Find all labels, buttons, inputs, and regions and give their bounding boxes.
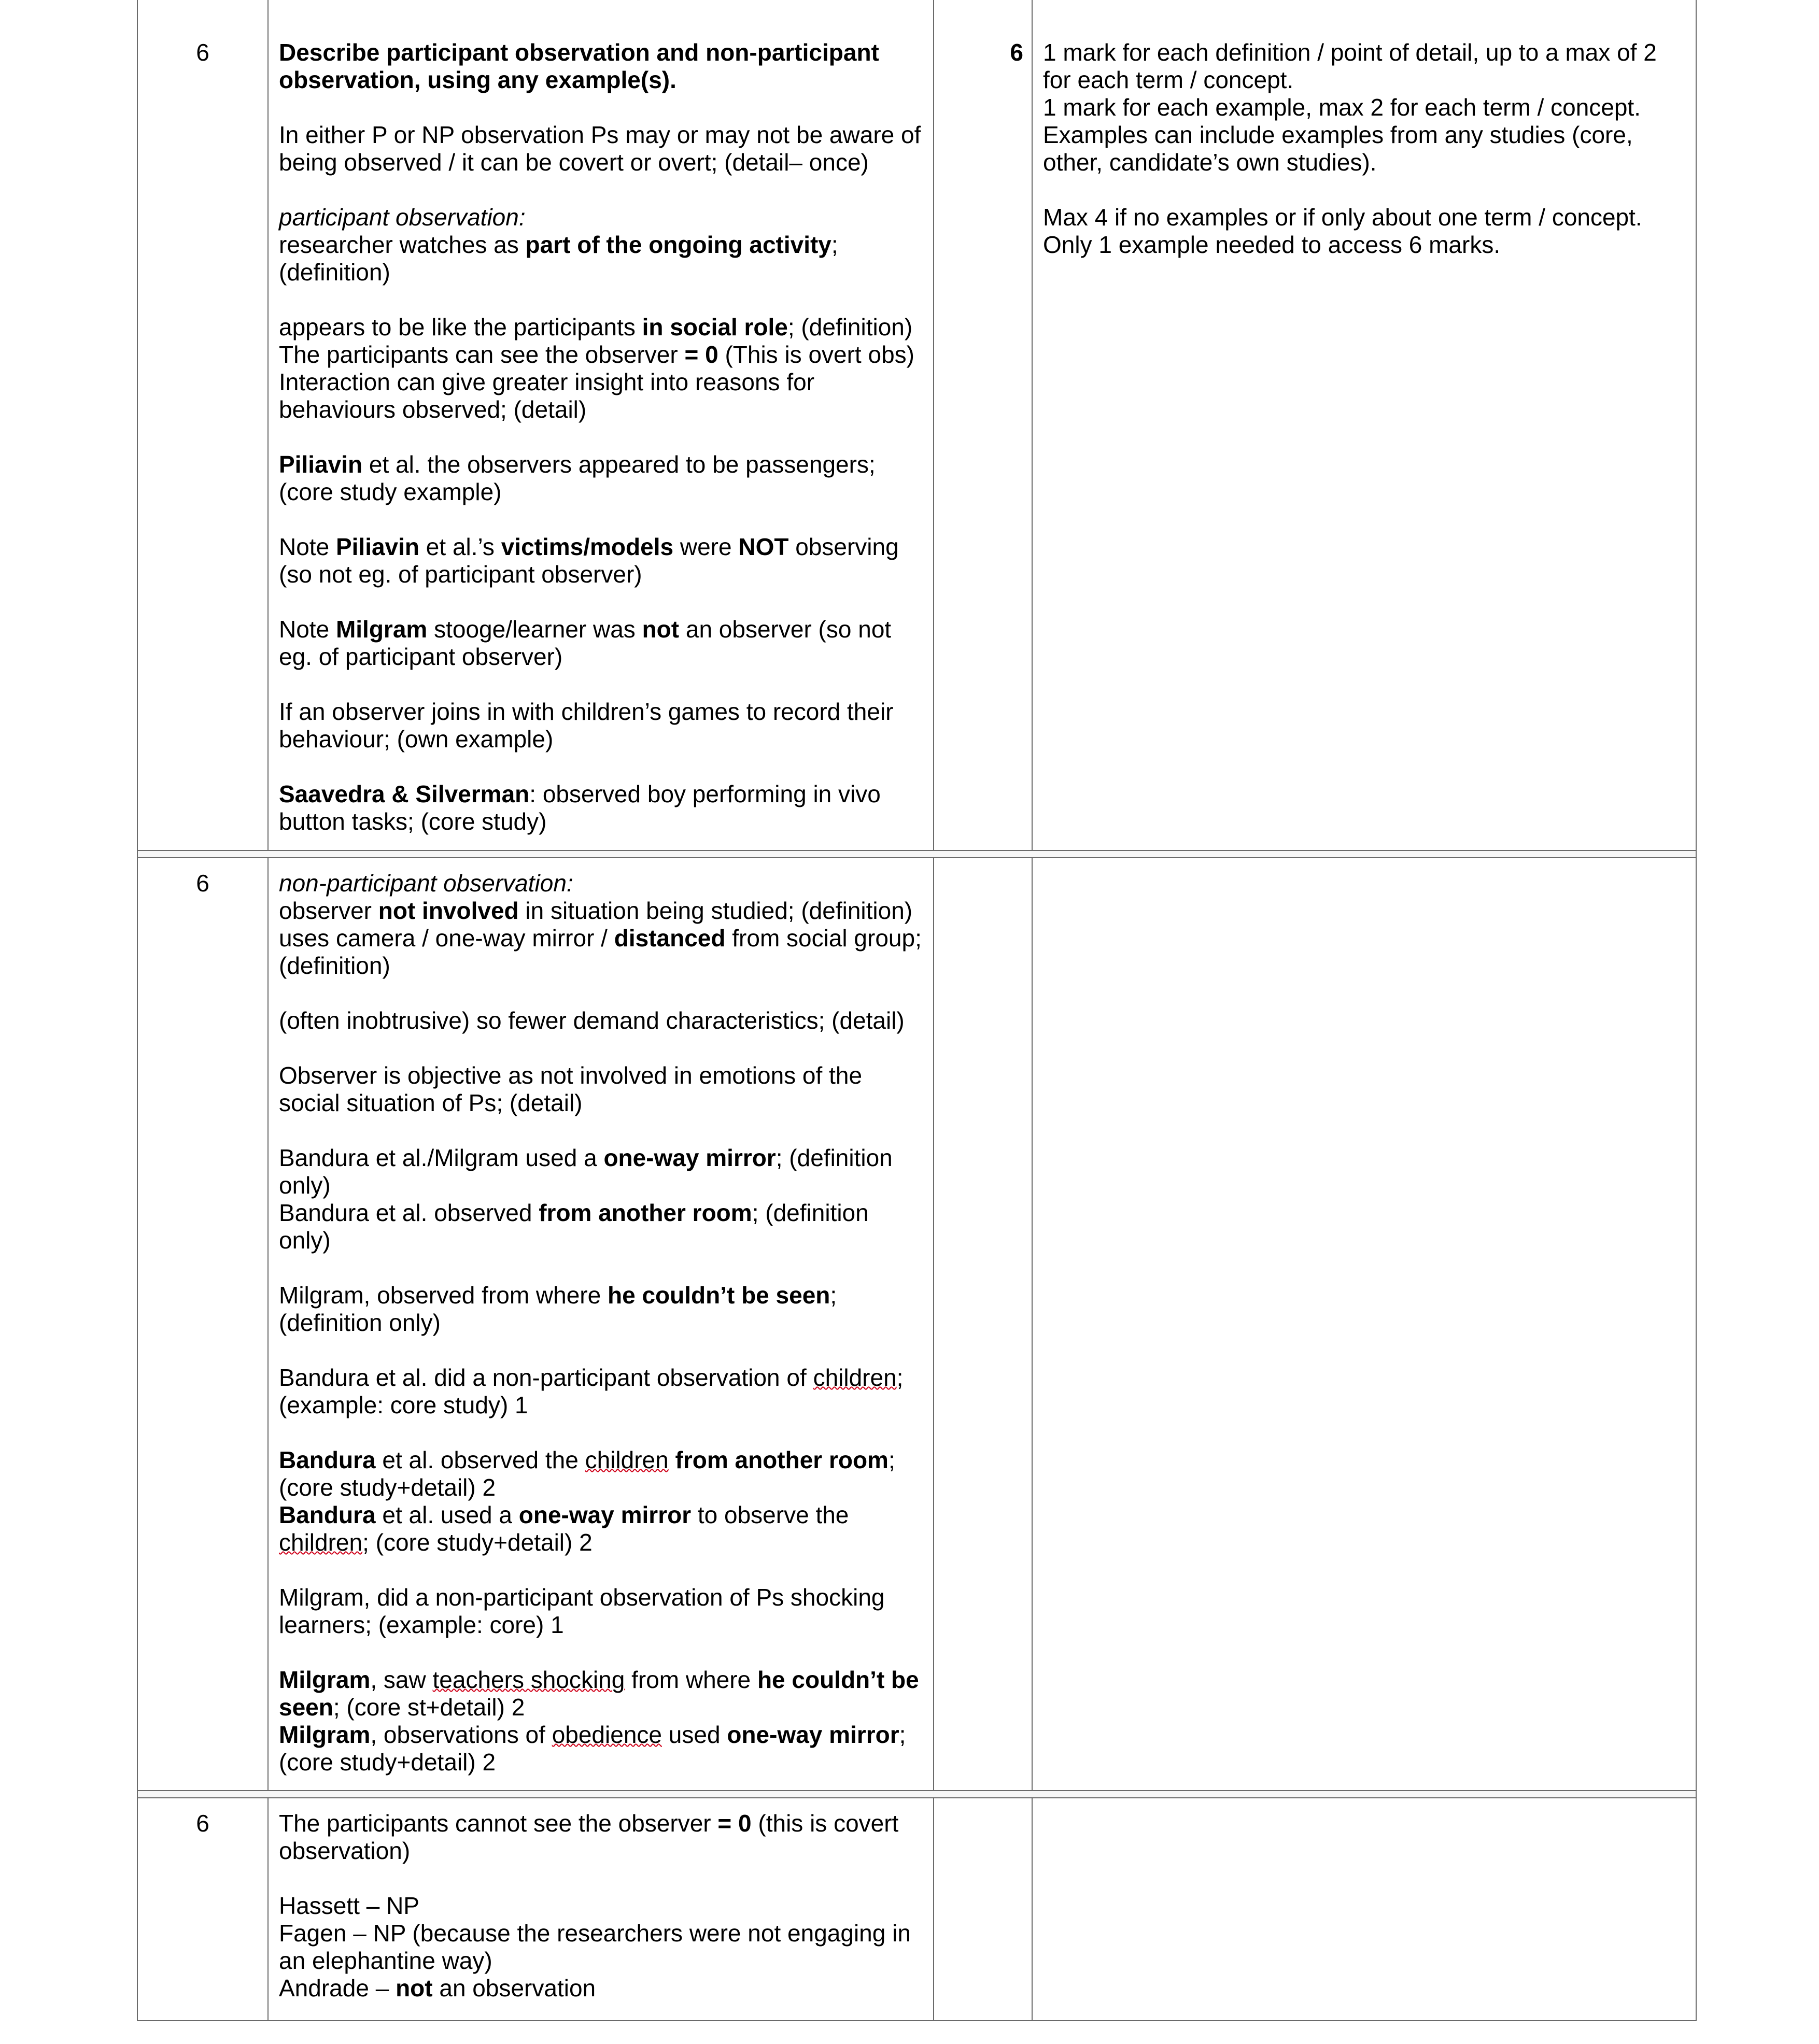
answer-line: Milgram, observations of obedience used one-way mirror; (core study+detail) 2	[279, 1721, 906, 1776]
marks-value: 6	[1010, 39, 1023, 66]
answer-line: If an observer joins in with children’s games to record their behaviour; (own example)	[279, 698, 894, 753]
guidance-line: 1 mark for each definition / point of detail, up to a max of 2 for each term / concept.	[1043, 39, 1657, 93]
participant-observation-title: participant observation:	[279, 204, 526, 231]
answer-line: Interaction can give greater insight into reasons for behaviours observed; (detail)	[279, 368, 815, 423]
answer-cell	[279, 1810, 922, 2002]
answer-line: Observer is objective as not involved in emotions of the social situation of Ps; (detail)	[279, 1062, 863, 1116]
guidance-cell	[1043, 39, 1686, 259]
guidance-line: 1 mark for each example, max 2 for each term / concept. Examples can include examples from any studies (core, other, candidate’s own studies).	[1043, 94, 1641, 176]
answer-line: Bandura et al. observed from another room; (definition only)	[279, 1199, 869, 1254]
answer-line: Hassett – NP	[279, 1892, 419, 1919]
question-number: 6	[196, 1810, 209, 1837]
answer-line: Milgram, saw teachers shocking from where he couldn’t be seen; (core st+detail) 2	[279, 1666, 919, 1721]
answer-line: Fagen – NP (because the researchers were not engaging in an elephantine way)	[279, 1920, 911, 1974]
answer-cell	[279, 870, 922, 1776]
non-participant-observation-title: non-participant observation:	[279, 870, 573, 897]
row-separator	[138, 1790, 1696, 1798]
table-row	[138, 1798, 1696, 2021]
answer-line: The participants can see the observer = 0 (This is overt obs)	[279, 341, 914, 368]
guidance-line: Max 4 if no examples or if only about one term / concept.	[1043, 204, 1642, 231]
question-number: 6	[196, 39, 209, 66]
answer-line: observer not involved in situation being studied; (definition)	[279, 897, 913, 924]
answer-intro: In either P or NP observation Ps may or may not be aware of being observed / it can be covert or overt; (detail– once)	[279, 121, 921, 176]
question-heading: Describe participant observation and non-participant observation, using any example(s).	[279, 39, 879, 93]
answer-line: appears to be like the participants in social role; (definition)	[279, 314, 913, 340]
question-number: 6	[196, 870, 209, 897]
guidance-line: Only 1 example needed to access 6 marks.	[1043, 231, 1501, 258]
answer-line: Bandura et al. observed the children from another room; (core study+detail) 2	[279, 1446, 895, 1501]
answer-line: Bandura et al./Milgram used a one-way mirror; (definition only)	[279, 1144, 893, 1199]
answer-note: Note Piliavin et al.’s victims/models were NOT observing (so not eg. of participant observer)	[279, 533, 899, 588]
answer-line: Bandura et al. used a one-way mirror to observe the children; (core study+detail) 2	[279, 1501, 849, 1556]
answer-line: Bandura et al. did a non-participant observation of children; (example: core study) 1	[279, 1364, 904, 1418]
row-separator	[138, 850, 1696, 858]
table-row	[138, 0, 1696, 850]
answer-line: (often inobtrusive) so fewer demand characteristics; (detail)	[279, 1007, 905, 1034]
table-row	[138, 858, 1696, 1790]
answer-line: The participants cannot see the observer = 0 (this is covert observation)	[279, 1810, 899, 1864]
answer-cell	[279, 39, 922, 835]
answer-line: Saavedra & Silverman: observed boy performing in vivo button tasks; (core study)	[279, 780, 881, 835]
answer-line: uses camera / one-way mirror / distanced from social group; (definition)	[279, 925, 922, 979]
answer-note: Note Milgram stooge/learner was not an observer (so not eg. of participant observer)	[279, 616, 892, 670]
answer-line: researcher watches as part of the ongoing activity; (definition)	[279, 231, 838, 286]
answer-line: Milgram, did a non-participant observation of Ps shocking learners; (example: core) 1	[279, 1584, 885, 1638]
answer-line: Milgram, observed from where he couldn’t be seen; (definition only)	[279, 1282, 837, 1336]
answer-line: Andrade – not an observation	[279, 1975, 596, 2002]
answer-line: Piliavin et al. the observers appeared to be passengers; (core study example)	[279, 451, 876, 505]
mark-scheme-table	[137, 0, 1697, 2021]
